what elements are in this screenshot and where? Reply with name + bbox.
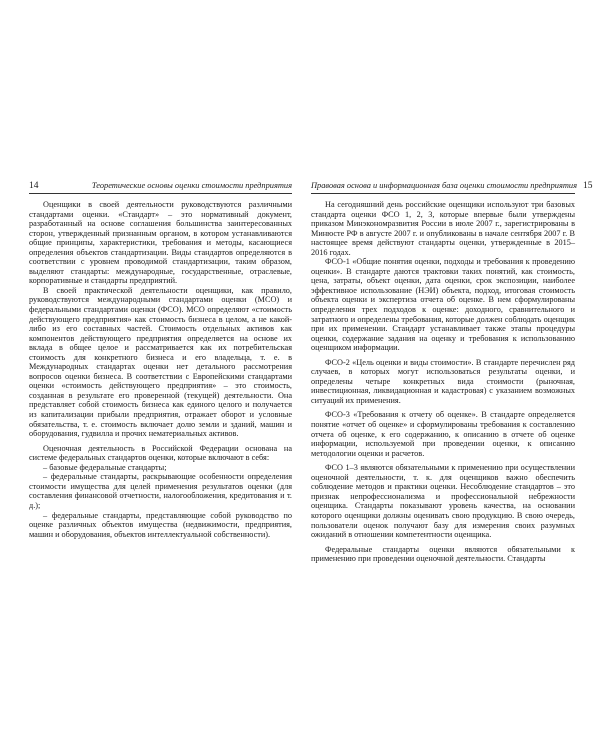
paragraph: На сегодняшний день российские оценщики используют три базовых стандарта оценки ФСО 1, 2, 3, которые впервые были утверждены приказом Минэкономразвития России в июле 2007 г., зарегистрированы в Минюсте РФ в августе 2007 г. и опубликованы в начале сентября 2007 г. В настоящее время действуют стандарты оценки, утвержденные в 2015–2016 годах.: [311, 200, 575, 257]
left-page-number: 14: [29, 181, 39, 191]
list-item: – федеральные стандарты, представляющие собой руководство по оценке различных объектов имущества (недвижимости, предприятия, машин и оборудования, объектов интеллектуальной собственности).: [29, 510, 292, 539]
right-page-number: 15: [583, 181, 593, 191]
left-page-body: [29, 200, 292, 539]
paragraph: ФСО-2 «Цель оценки и виды стоимости». В стандарте перечислен ряд случаев, в которых могут использоваться результаты оценки, и определены четыре конкретных вида стоимости (рыночная, инвестиционная, ликвидационная и кадастровая) с указанием возможных ситуаций их применения.: [311, 357, 575, 405]
list-item: – базовые федеральные стандарты;: [43, 462, 167, 472]
left-running-head-title: Теоретические основы оценки стоимости предприятия: [91, 181, 292, 190]
right-running-head: [311, 180, 593, 194]
list-item: – федеральные стандарты, раскрывающие особенности определения стоимости имущества для целей применения результатов оценки (для составления финансовой отчетности, налогообложения, кредитования и т. д.);: [29, 472, 292, 510]
right-page-body: [311, 200, 575, 564]
paragraph: В своей практической деятельности оценщики, как правило, руководствуются международными стандартами оценки (МСО) и федеральными стандартами оценки (ФСО). МСО определяют «стоимость действующего предприятия» как стоимость бизнеса в целом, а не какой-либо из его составных частей. Стоимость отдельных активов как компонентов действующего предприятия определяется на основе их вклада в общее целое и рассматривается как их потребительская стоимость для конкретного бизнеса и его владельца, т. е. в Международных стандартах оценки нет детального рассмотрения вопросов оценки бизнеса. В соответствии с Европейскими стандартами оценки «стоимость действующего предприятия» – это стоимость, созданная в результате его проверенной (текущей) деятельности. Она представляет собой стоимость бизнеса как единого целого и получается из капитализации прибыли предприятия, отражает оборот и условные обязательства, т. е. стоимость включает долю земли и зданий, машин и оборудования, гудвилла и прочих нематериальных активов.: [29, 285, 292, 439]
left-running-head: [29, 180, 292, 194]
right-running-head-title: Правовая основа и информационная база оценки стоимости предприятия: [311, 181, 578, 190]
right-page: [311, 180, 593, 564]
paragraph: Федеральные стандарты оценки являются обязательными к применению при проведении оценочной деятельности. Стандарты: [311, 544, 575, 564]
left-page: [29, 180, 292, 539]
paragraph: ФСО-3 «Требования к отчету об оценке». В стандарте определяется понятие «отчет об оценке» и сформулированы требования к составлению отчета об оценке, к его содержанию, к описанию в отчете об оценке информации, используемой при проведении оценки, к описанию методологии оценки и расчетов.: [311, 410, 575, 458]
paragraph: ФСО-1 «Общие понятия оценки, подходы и требования к проведению оценки». В стандарте даются трактовки таких понятий, как стоимость, цена, затраты, объект оценки, дата оценки, срок экспозиции, наиболее эффективное использование (НЭИ) объекта, подход, итоговая стоимость объекта оценки и экспертиза отчета об оценке. В нем сформулированы определения трех подходов к оценке: доходного, сравнительного и затратного и определены требования, которые должен соблюдать оценщик при их применении. Стандарт устанавливает также этапы процедуры оценки, содержание задания на оценку и требования к использованию оценщиком информации.: [311, 257, 575, 353]
paragraph: Оценщики в своей деятельности руководствуются различными стандартами оценки. «Стандарт» – это нормативный документ, разработанный на основе соглашения большинства заинтересованных сторон, утвержденный признанным органом, в котором устанавливаются общие принципы, характеристики, требования и методы, касающиеся определения объектов стандартизации. Виды стандартов определяются в соответствии с уровнем проводимой стандартизации, таким образом, выделяют стандарты: международные, государственные, отраслевые, корпоративные и стандарты предприятий.: [29, 200, 292, 286]
paragraph: ФСО 1–3 являются обязательными к применению при осуществлении оценочной деятельности, т. к. для оценщиков важно обеспечить соблюдение методов и практики оценки. Несоблюдение стандартов – это признак непрофессионализма и профессиональной небрежности оценщика. Стандарты показывают уровень качества, на основании которого оценщики должны оценивать свою продукцию. В свою очередь, пользователи оценок получают базу для измерения своих разумных ожиданий в отношении компетентности оценщика.: [311, 463, 575, 540]
paragraph: Оценочная деятельность в Российской Федерации основана на системе федеральных стандартов оценки, которые включают в себя:: [29, 443, 292, 463]
